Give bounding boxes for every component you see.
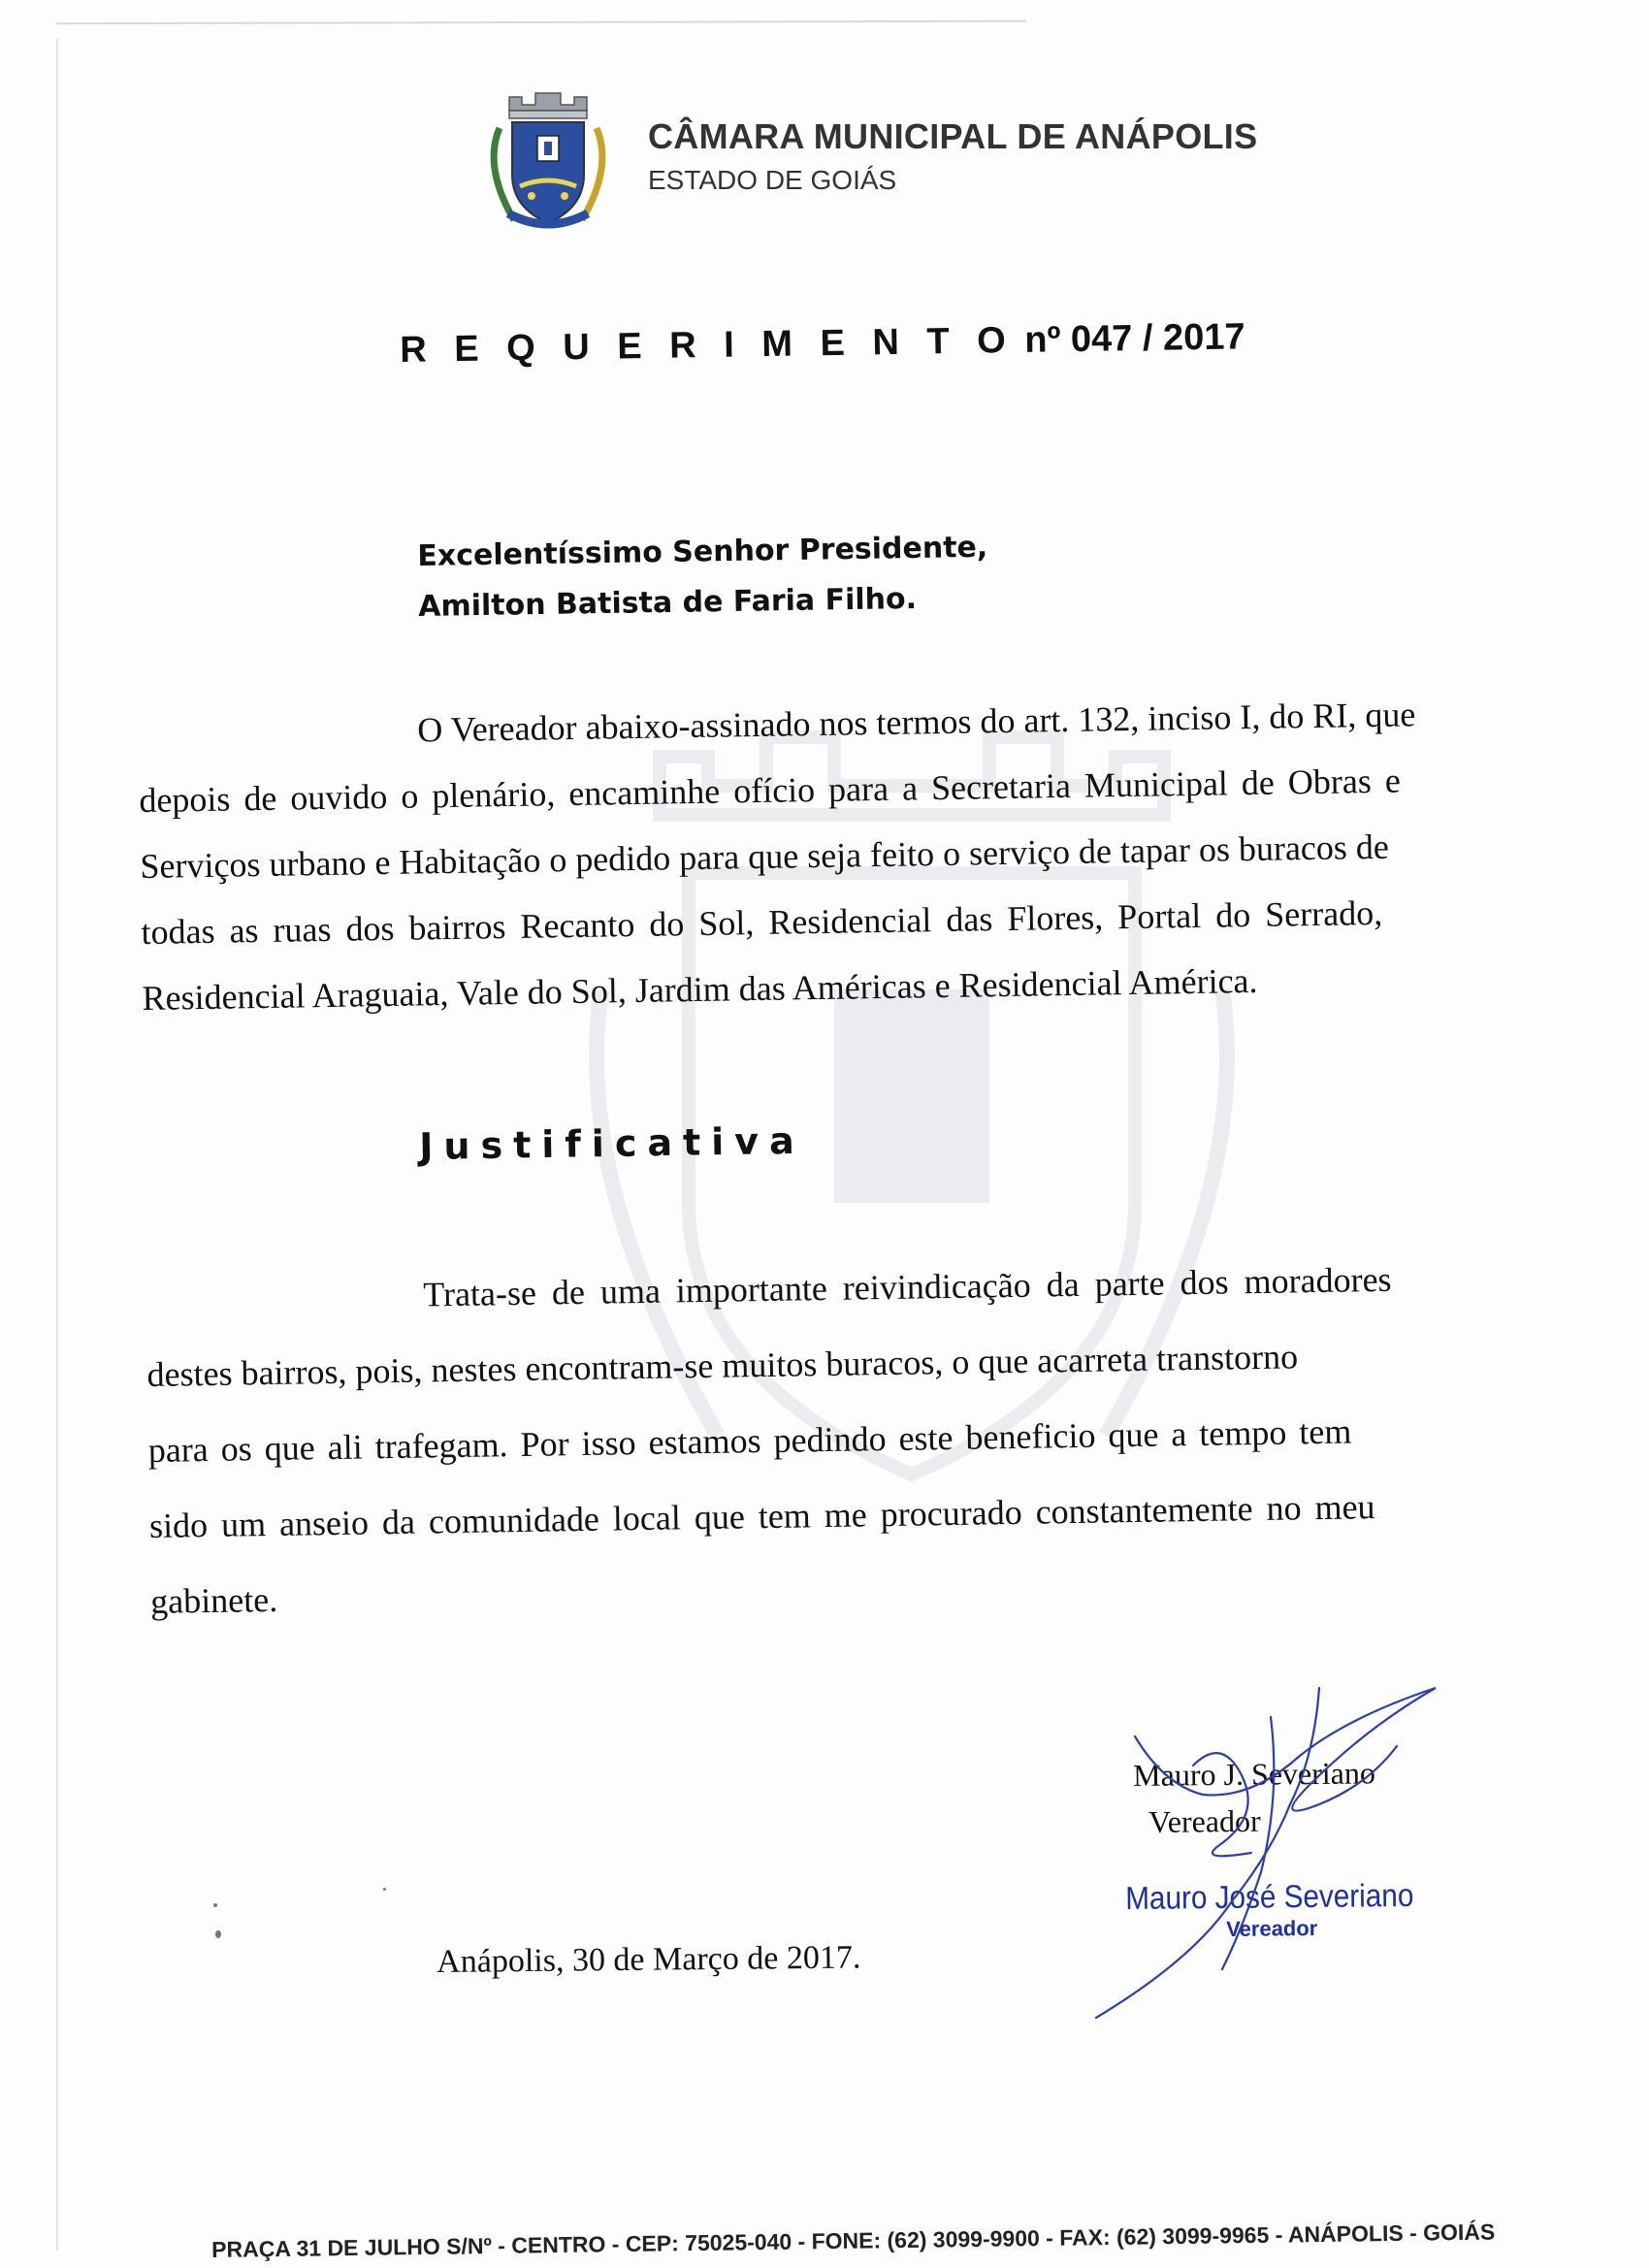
request-body — [138, 691, 1627, 1044]
justification-line: destes bairros, pois, nestes encontram-se muitos buracos, o que acarreta transtorno — [146, 1337, 1299, 1394]
chamber-name: CÂMARA MUNICIPAL DE ANÁPOLIS — [648, 116, 1258, 156]
justification-line: Trata-se de uma importante reivindicação da parte dos moradores — [422, 1259, 1392, 1314]
letterhead — [475, 89, 1258, 244]
body-line: Serviços urbano e Habitação o pedido para que seja feito o serviço de tapar os buracos de — [140, 826, 1390, 886]
scan-speck — [213, 1903, 217, 1907]
document-title-word: R E Q U E R I M E N T O — [400, 320, 1016, 371]
salutation — [417, 523, 989, 632]
handwritten-signature-icon — [1077, 1678, 1465, 2027]
body-line: Residencial Araguaia, Vale do Sol, Jardim das Américas e Residencial América. — [142, 960, 1258, 1018]
justification-line: gabinete. — [149, 1579, 278, 1621]
document-title — [400, 316, 1245, 372]
justification-line: para os que ali trafegam. Por isso estamos pedindo este beneficio que a tempo tem — [147, 1411, 1352, 1470]
salutation-line: Amilton Batista de Faria Filho. — [417, 581, 918, 624]
document-date: Anápolis, 30 de Março de 2017. — [436, 1939, 861, 1980]
justification-line: sido um anseio da comunidade local que tem me procurado constantemente no meu — [148, 1487, 1375, 1545]
stamp-name: Mauro José Severiano — [1125, 1876, 1414, 1916]
body-line: todas as ruas dos bairros Recanto do Sol, Residencial das Flores, Portal do Serrado, — [141, 892, 1383, 952]
body-line: O Vereador abaixo-assinado nos termos do art. 132, inciso I, do RI, que — [416, 695, 1416, 750]
footer-address: PRAÇA 31 DE JULHO S/Nº - CENTRO - CEP: 75025-040 - FONE: (62) 3099-9900 - FAX: (62) 3099-9965 - ANÁPOLIS - GOIÁS — [211, 2219, 1496, 2262]
document-number: nº 047 / 2017 — [1014, 316, 1245, 362]
justification-body — [146, 1255, 1634, 1628]
state-name: ESTADO DE GOIÁS — [648, 165, 897, 195]
scan-edge-left — [56, 39, 58, 2251]
scan-speck — [383, 1888, 386, 1891]
signer-name: Mauro J. Severiano — [1133, 1755, 1376, 1793]
signer-role: Vereador — [1148, 1802, 1261, 1839]
scan-edge-top — [56, 20, 1026, 25]
body-line: depois de ouvido o plenário, encaminhe ofício para a Secretaria Municipal de Obras e — [139, 761, 1402, 820]
stamp-role: Vereador — [1226, 1916, 1318, 1941]
municipal-coat-of-arms-icon — [475, 89, 621, 235]
salutation-line: Excelentíssimo Senhor Presidente, — [417, 530, 988, 573]
scan-speck — [215, 1930, 221, 1938]
justification-title: Justificativa — [419, 1118, 805, 1168]
